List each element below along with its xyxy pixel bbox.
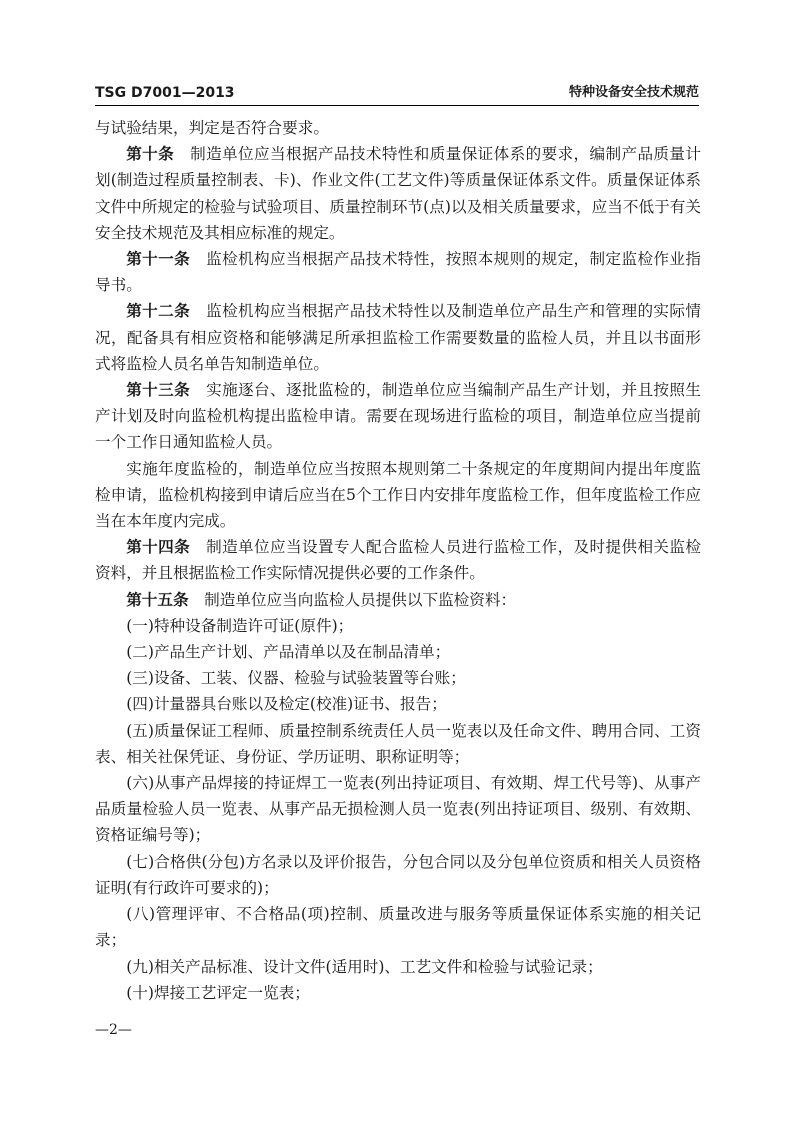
article-paragraph	[95, 141, 701, 246]
body-paragraph	[95, 115, 701, 141]
body-paragraph	[95, 901, 701, 953]
paragraph-text: (五)质量保证工程师、质量控制系统责任人员一览表以及任命文件、聘用合同、工资表、相关社保凭证、身份证、学历证明、职称证明等；	[95, 721, 701, 766]
article-paragraph	[95, 298, 701, 377]
paragraph-text: (三)设备、工装、仪器、检验与试验装置等台账；	[126, 669, 466, 688]
body-paragraph	[95, 665, 701, 691]
paragraph-text: 制造单位应当设置专人配合监检人员进行监检工作，及时提供相关监检资料，并且根据监检工作实际情况提供必要的工作条件。	[95, 538, 701, 583]
paragraph-text: 监检机构应当根据产品技术特性以及制造单位产品生产和管理的实际情况，配备具有相应资格和能够满足所承担监检工作需要数量的监检人员，并且以书面形式将监检人员名单告知制造单位。	[95, 302, 701, 373]
standard-code: TSG D7001—2013	[95, 85, 235, 101]
paragraph-text: (十)焊接工艺评定一览表；	[126, 983, 310, 1002]
body-paragraph	[95, 639, 701, 665]
paragraph-text: 实施逐台、逐批监检的，制造单位应当编制产品生产计划，并且按照生产计划及时向监检机构提出监检申请。需要在现场进行监检的项目，制造单位应当提前一个工作日通知监检人员。	[95, 381, 701, 452]
article-number: 第十条	[126, 145, 175, 164]
article-paragraph	[95, 587, 701, 613]
body-paragraph	[95, 691, 701, 717]
paragraph-text: 实施年度监检的，制造单位应当按照本规则第二十条规定的年度期间内提出年度监检申请，监检机构接到申请后应当在5个工作日内安排年度监检工作，但年度监检工作应当在本年度内完成。	[95, 459, 701, 531]
article-paragraph	[95, 534, 701, 586]
paragraph-text: (八)管理评审、不合格品(项)控制、质量改进与服务等质量保证体系实施的相关记录；	[95, 905, 701, 950]
document-body	[95, 115, 701, 1006]
page-number: —2—	[95, 1022, 132, 1038]
article-number: 第十五条	[126, 590, 189, 609]
body-paragraph	[95, 770, 701, 849]
body-paragraph	[95, 980, 701, 1006]
paragraph-text: (九)相关产品标准、设计文件(适用时)、工艺文件和检验与试验记录；	[126, 957, 603, 976]
body-paragraph	[95, 718, 701, 770]
article-number: 第十二条	[126, 302, 191, 321]
paragraph-text: 监检机构应当根据产品技术特性，按照本规则的规定，制定监检作业指导书。	[95, 250, 701, 295]
header-rule	[95, 105, 699, 106]
body-paragraph	[95, 954, 701, 980]
header-title: 特种设备安全技术规范	[568, 85, 699, 100]
paragraph-text: 制造单位应当根据产品技术特性和质量保证体系的要求，编制产品质量计划(制造过程质量控制表、卡)、作业文件(工艺文件)等质量保证体系文件。质量保证体系文件中所规定的检验与试验项目、质量控制环节(点)以及相关质量要求，应当不低于有关安全技术规范及其相应标准的规定。	[95, 145, 701, 242]
paragraph-text: (二)产品生产计划、产品清单以及在制品清单；	[126, 643, 451, 662]
article-number: 第十四条	[126, 538, 191, 557]
paragraph-text: 与试验结果，判定是否符合要求。	[95, 119, 329, 137]
body-paragraph	[95, 456, 701, 535]
body-paragraph	[95, 849, 701, 901]
article-number: 第十一条	[126, 250, 191, 269]
article-paragraph	[95, 377, 701, 456]
paragraph-text: (四)计量器具台账以及检定(校准)证书、报告；	[126, 695, 447, 714]
body-paragraph	[95, 613, 701, 639]
article-paragraph	[95, 246, 701, 298]
article-number: 第十三条	[126, 381, 191, 400]
paragraph-text: (七)合格供(分包)方名录以及评价报告，分包合同以及分包单位资质和相关人员资格证明(有行政许可要求的)；	[95, 852, 701, 897]
page-header	[95, 84, 699, 106]
paragraph-text: (一)特种设备制造许可证(原件)；	[126, 616, 354, 635]
paragraph-text: (六)从事产品焊接的持证焊工一览表(列出持证项目、有效期、焊工代号等)、从事产品质量检验人员一览表、从事产品无损检测人员一览表(列出持证项目、级别、有效期、资格证编号等)；	[95, 774, 701, 845]
paragraph-text: 制造单位应当向监检人员提供以下监检资料：	[188, 590, 517, 609]
